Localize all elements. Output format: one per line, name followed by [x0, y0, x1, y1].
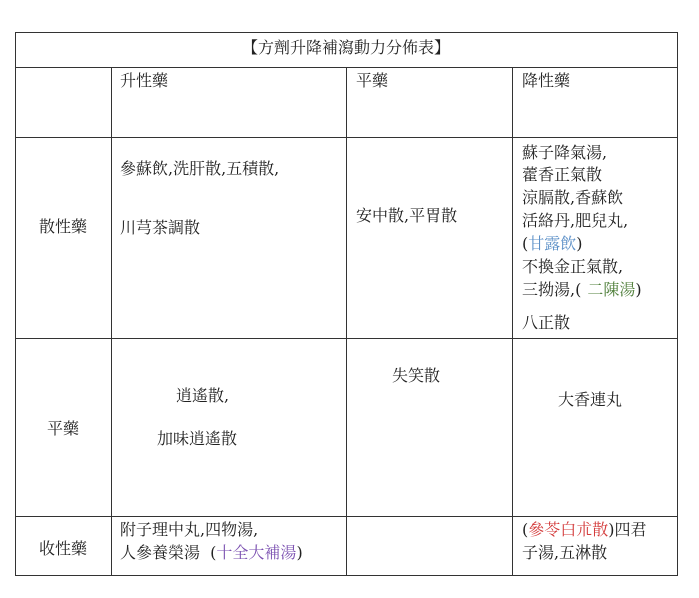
header-rising: 升性藥 — [120, 71, 169, 90]
san-neutral: 安中散,平胃散 — [356, 206, 458, 225]
shou-desc-line1-rest: )四君 — [608, 520, 647, 539]
ping-rising-line2: 加味逍遙散 — [157, 429, 238, 448]
shiquan-highlight: 十全大補湯 — [216, 543, 297, 562]
paren-close: ) — [635, 280, 642, 299]
san-desc-line2: 藿香正氣散 — [522, 165, 603, 184]
san-desc-line5 — [522, 234, 583, 254]
shou-rising-line2-pre: 人參養榮湯 ( — [120, 543, 217, 562]
formula-table — [15, 32, 678, 576]
san-rising-line2: 川芎茶調散 — [120, 218, 201, 237]
san-desc-line6: 不換金正氣散, — [522, 257, 624, 276]
row-label-shou: 收性藥 — [39, 539, 88, 558]
ping-rising-line1: 逍遙散, — [176, 386, 230, 405]
shenling-highlight: 參苓白朮散 — [528, 520, 609, 539]
row-divider-ping — [16, 516, 677, 517]
col-divider-2 — [346, 68, 347, 576]
san-desc-line8: 八正散 — [522, 313, 571, 332]
header-descending: 降性藥 — [522, 71, 571, 90]
shou-rising-line1: 附子理中丸,四物湯, — [120, 520, 259, 539]
erchentang-highlight: 二陳湯 — [587, 280, 636, 299]
col-divider-1 — [111, 68, 112, 576]
table-title: 【方劑升降補瀉動力分佈表】 — [242, 38, 451, 57]
san-desc-line4: 活絡丹,肥兒丸, — [522, 211, 629, 230]
ping-neutral: 失笑散 — [392, 366, 441, 385]
row-divider-header — [16, 137, 677, 138]
row-label-ping: 平藥 — [47, 419, 80, 438]
san-desc-line7-pre: 三拗湯,( — [522, 280, 582, 299]
san-desc-line3: 涼膈散,香蘇飲 — [522, 188, 624, 207]
row-divider-san — [16, 338, 677, 339]
header-neutral: 平藥 — [356, 71, 389, 90]
paren-open: ( — [522, 234, 529, 253]
paren-close: ) — [296, 543, 303, 562]
shou-desc-line2: 子湯,五淋散 — [522, 543, 608, 562]
san-desc-line1: 蘇子降氣湯, — [522, 143, 608, 162]
shou-rising-line2 — [120, 543, 303, 563]
ping-descending: 大香連丸 — [558, 390, 623, 409]
row-divider-title — [16, 67, 677, 68]
paren-open: ( — [522, 520, 529, 539]
shou-desc-line1 — [522, 520, 647, 540]
san-desc-line7 — [522, 280, 642, 300]
row-label-san: 散性藥 — [39, 217, 88, 236]
paren-close: ) — [576, 234, 583, 253]
san-rising-line1: 參蘇飲,洗肝散,五積散, — [120, 159, 280, 178]
gannoyin-highlight: 甘露飲 — [528, 234, 577, 253]
col-divider-3 — [512, 68, 513, 576]
